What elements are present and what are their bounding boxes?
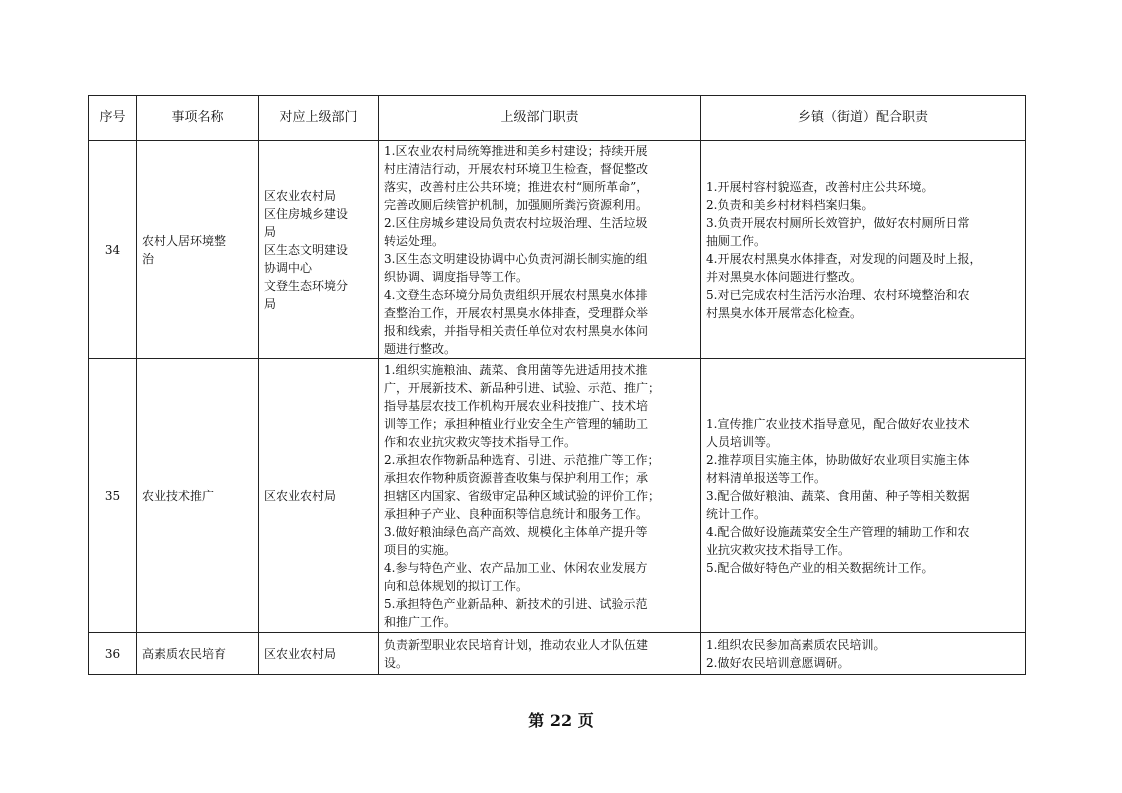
cell-line: 区住房城乡建设 [264, 206, 349, 221]
cell-line: 1.组织实施粮油、蔬菜、食用菌等先进适用技术推 [384, 362, 648, 377]
cell-line: 广，开展新技术、新品种引进、试验、示范、推广； [384, 380, 661, 395]
cell-line: 转运处理。 [384, 233, 445, 248]
header-item-name: 事项名称 [137, 96, 259, 141]
cell-line: 1.开展村容村貌巡查，改善村庄公共环境。 [706, 179, 934, 194]
cell-line: 2.承担农作物新品种选育、引进、示范推广等工作； [384, 452, 660, 467]
cell-line: 担辖区内国家、省级审定品种区域试验的评价工作； [384, 488, 661, 503]
cell-line: 1.区农业农村局统筹推进和美乡村建设；持续开展 [384, 143, 648, 158]
cell-line: 4.开展农村黑臭水体排查，对发现的问题及时上报， [706, 251, 982, 266]
page-number: 第 22 页 [528, 711, 594, 730]
cell-line: 落实，改善村庄公共环境；推进农村“厕所革命”， [384, 179, 649, 194]
cell-upper-dept [259, 141, 379, 359]
cell-item-name [137, 141, 259, 359]
cell-line: 局 [264, 296, 277, 311]
cell-line: 训等工作；承担种植业行业安全生产管理的辅助工 [384, 416, 649, 431]
cell-line: 局 [264, 224, 277, 239]
cell-line: 3.负责开展农村厕所长效管护，做好农村厕所日常 [706, 215, 970, 230]
cell-line: 3.区生态文明建设协调中心负责河湖长制实施的组 [384, 251, 648, 266]
cell-line: 高素质农民培育 [142, 646, 227, 661]
cell-line: 查整治工作，开展农村黑臭水体排查，受理群众举 [384, 305, 649, 320]
cell-line: 完善改厕后续管护机制，加强厕所粪污资源利用。 [384, 197, 649, 212]
cell-line: 业抗灾救灾技术指导工作。 [706, 542, 851, 557]
header-no: 序号 [89, 96, 137, 141]
cell-line: 1.宣传推广农业技术指导意见，配合做好农业技术 [706, 416, 970, 431]
cell-line: 区农业农村局 [264, 188, 337, 203]
cell-line: 2.负责和美乡村材料档案归集。 [706, 197, 874, 212]
cell-line: 承担种子产业、良种面积等信息统计和服务工作。 [384, 506, 649, 521]
cell-upper-duties [379, 633, 701, 675]
cell-line: 5.配合做好特色产业的相关数据统计工作。 [706, 560, 934, 575]
cell-line: 并对黑臭水体问题进行整改。 [706, 269, 863, 284]
cell-line: 向和总体规划的拟订工作。 [384, 578, 529, 593]
cell-line: 抽厕工作。 [706, 233, 767, 248]
table-row [89, 359, 1026, 633]
header-upper-duties: 上级部门职责 [379, 96, 701, 141]
cell-line: 区农业农村局 [264, 646, 337, 661]
cell-upper-dept [259, 359, 379, 633]
cell-line: 1.组织农民参加高素质农民培训。 [706, 637, 886, 652]
table-body [89, 141, 1026, 675]
cell-line: 农业技术推广 [142, 488, 215, 503]
cell-line: 承担农作物种质资源普查收集与保护利用工作；承 [384, 470, 649, 485]
cell-line: 和推广工作。 [384, 614, 457, 629]
cell-line: 文登生态环境分 [264, 278, 349, 293]
cell-line: 5.对已完成农村生活污水治理、农村环境整治和农 [706, 287, 970, 302]
cell-upper-dept [259, 633, 379, 675]
cell-line: 治 [142, 251, 155, 266]
cell-line: 统计工作。 [706, 506, 767, 521]
cell-line: 项目的实施。 [384, 542, 457, 557]
cell-line: 3.做好粮油绿色高产高效、规模化主体单产提升等 [384, 524, 648, 539]
cell-line: 区生态文明建设 [264, 242, 349, 257]
cell-line: 题进行整改。 [384, 341, 457, 356]
cell-line: 4.配合做好设施蔬菜安全生产管理的辅助工作和农 [706, 524, 970, 539]
cell-line: 3.配合做好粮油、蔬菜、食用菌、种子等相关数据 [706, 488, 970, 503]
cell-line: 设。 [384, 655, 409, 670]
cell-line: 指导基层农技工作机构开展农业科技推广、技术培 [384, 398, 649, 413]
cell-line: 2.区住房城乡建设局负责农村垃圾治理、生活垃圾 [384, 215, 648, 230]
cell-town-duties [701, 633, 1026, 675]
cell-line: 协调中心 [264, 260, 313, 275]
cell-line: 区农业农村局 [264, 488, 337, 503]
cell-no: 36 [89, 633, 137, 675]
table-row [89, 141, 1026, 359]
cell-line: 报和线索，并指导相关责任单位对农村黑臭水体问 [384, 323, 649, 338]
cell-line: 人员培训等。 [706, 434, 779, 449]
cell-line: 4.文登生态环境分局负责组织开展农村黑臭水体排 [384, 287, 648, 302]
cell-no: 35 [89, 359, 137, 633]
cell-line: 4.参与特色产业、农产品加工业、休闲农业发展方 [384, 560, 648, 575]
cell-line: 村庄清洁行动，开展农村环境卫生检查，督促整改 [384, 161, 649, 176]
cell-line: 负责新型职业农民培育计划，推动农业人才队伍建 [384, 637, 649, 652]
header-upper-dept: 对应上级部门 [259, 96, 379, 141]
cell-item-name [137, 633, 259, 675]
cell-line: 作和农业抗灾救灾等技术指导工作。 [384, 434, 577, 449]
header-town-duties: 乡镇（街道）配合职责 [701, 96, 1026, 141]
header-row [89, 96, 1026, 141]
cell-line: 农村人居环境整 [142, 233, 227, 248]
cell-upper-duties [379, 359, 701, 633]
cell-no: 34 [89, 141, 137, 359]
cell-line: 2.推荐项目实施主体，协助做好农业项目实施主体 [706, 452, 970, 467]
cell-line: 村黑臭水体开展常态化检查。 [706, 305, 863, 320]
cell-upper-duties [379, 141, 701, 359]
cell-line: 2.做好农民培训意愿调研。 [706, 655, 850, 670]
cell-line: 5.承担特色产业新品种、新技术的引进、试验示范 [384, 596, 648, 611]
cell-item-name [137, 359, 259, 633]
cell-line: 材料清单报送等工作。 [706, 470, 827, 485]
table-row [89, 633, 1026, 675]
cell-town-duties [701, 359, 1026, 633]
duty-table [88, 95, 1026, 675]
cell-town-duties [701, 141, 1026, 359]
cell-line: 织协调、调度指导等工作。 [384, 269, 529, 284]
